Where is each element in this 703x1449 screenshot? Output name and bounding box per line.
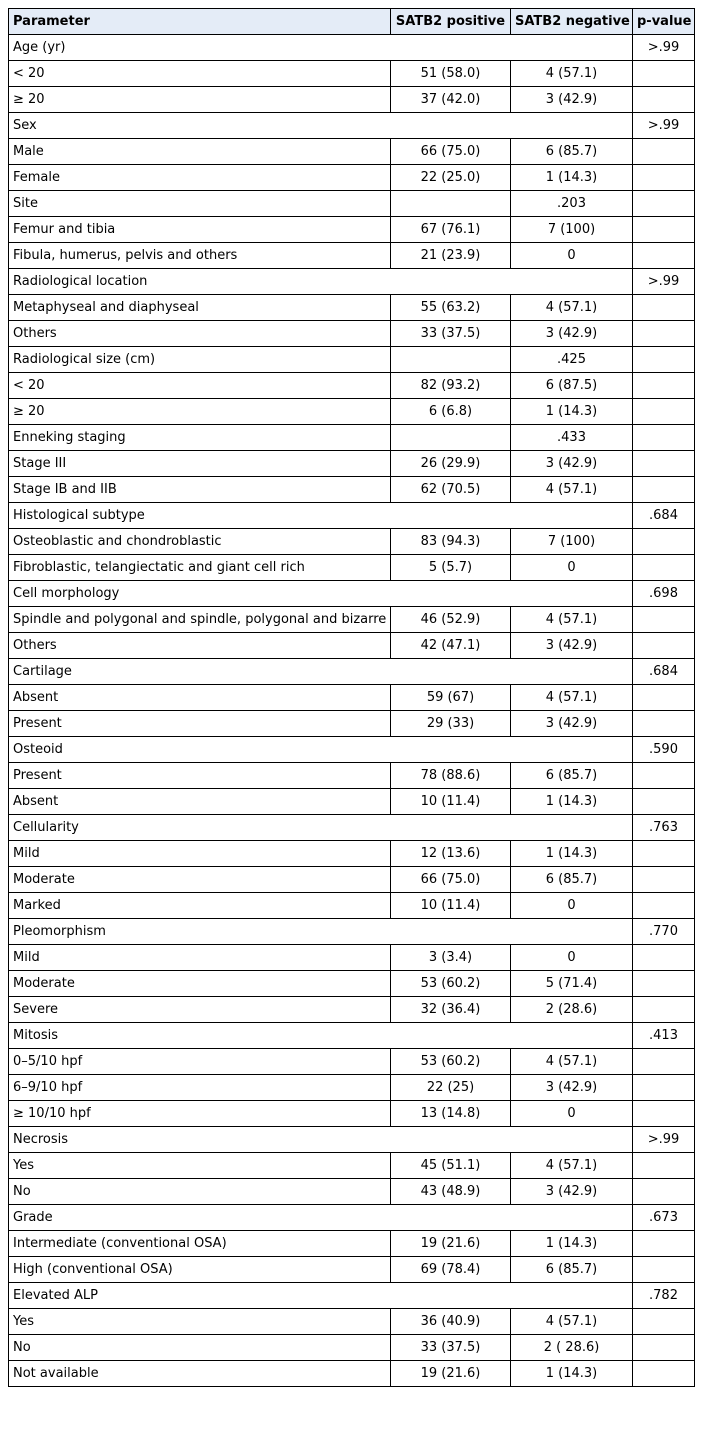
table-group-row	[9, 347, 695, 373]
group-label: Mitosis	[9, 1023, 633, 1049]
satb2-positive-cell: 66 (75.0)	[391, 139, 511, 165]
group-label: Pleomorphism	[9, 919, 633, 945]
satb2-positive-cell: 19 (21.6)	[391, 1361, 511, 1387]
table-row	[9, 711, 695, 737]
table-row	[9, 399, 695, 425]
satb2-negative-cell: 3 (42.9)	[511, 1075, 633, 1101]
empty-cell	[391, 191, 511, 217]
p-value-cell: .590	[633, 737, 695, 763]
empty-cell	[633, 1075, 695, 1101]
row-label: ≥ 10/10 hpf	[9, 1101, 391, 1127]
satb2-negative-cell: 4 (57.1)	[511, 1049, 633, 1075]
satb2-negative-cell: 0	[511, 555, 633, 581]
satb2-positive-cell: 22 (25.0)	[391, 165, 511, 191]
satb2-positive-cell: 10 (11.4)	[391, 893, 511, 919]
satb2-negative-cell: 6 (85.7)	[511, 139, 633, 165]
table-row	[9, 633, 695, 659]
empty-cell	[633, 945, 695, 971]
empty-cell	[633, 321, 695, 347]
satb2-negative-cell: 1 (14.3)	[511, 841, 633, 867]
empty-cell	[633, 685, 695, 711]
header-satb2-positive: SATB2 positive	[391, 9, 511, 35]
row-label: ≥ 20	[9, 87, 391, 113]
empty-cell	[633, 763, 695, 789]
satb2-positive-cell: 33 (37.5)	[391, 321, 511, 347]
empty-cell	[633, 217, 695, 243]
table-group-row	[9, 503, 695, 529]
row-label: < 20	[9, 61, 391, 87]
empty-cell	[633, 1153, 695, 1179]
table-group-row	[9, 659, 695, 685]
p-value-cell: .413	[633, 1023, 695, 1049]
satb2-positive-cell: 82 (93.2)	[391, 373, 511, 399]
row-label: Mild	[9, 945, 391, 971]
group-label: Cell morphology	[9, 581, 633, 607]
table-row	[9, 685, 695, 711]
table-row	[9, 1049, 695, 1075]
satb2-positive-cell: 32 (36.4)	[391, 997, 511, 1023]
empty-cell	[633, 555, 695, 581]
satb2-positive-cell: 46 (52.9)	[391, 607, 511, 633]
table-row	[9, 1179, 695, 1205]
empty-cell	[633, 633, 695, 659]
row-label: Fibula, humerus, pelvis and others	[9, 243, 391, 269]
group-label: Site	[9, 191, 391, 217]
satb2-negative-cell: 1 (14.3)	[511, 399, 633, 425]
empty-cell	[633, 373, 695, 399]
p-value-cell: .782	[633, 1283, 695, 1309]
row-label: < 20	[9, 373, 391, 399]
group-label: Elevated ALP	[9, 1283, 633, 1309]
satb2-positive-cell: 59 (67)	[391, 685, 511, 711]
table-group-row	[9, 919, 695, 945]
satb2-positive-cell: 55 (63.2)	[391, 295, 511, 321]
row-label: Present	[9, 763, 391, 789]
satb2-positive-cell: 67 (76.1)	[391, 217, 511, 243]
satb2-positive-cell: 62 (70.5)	[391, 477, 511, 503]
row-label: Femur and tibia	[9, 217, 391, 243]
table-row	[9, 1309, 695, 1335]
row-label: Absent	[9, 685, 391, 711]
satb2-negative-cell: 2 ( 28.6)	[511, 1335, 633, 1361]
empty-cell	[633, 191, 695, 217]
table-group-row	[9, 1205, 695, 1231]
header-satb2-negative: SATB2 negative	[511, 9, 633, 35]
row-label: Spindle and polygonal and spindle, polygonal and bizarre	[9, 607, 391, 633]
table-row	[9, 789, 695, 815]
empty-cell	[633, 425, 695, 451]
row-label: No	[9, 1335, 391, 1361]
table-row	[9, 555, 695, 581]
satb2-negative-cell: 3 (42.9)	[511, 87, 633, 113]
table-row	[9, 1257, 695, 1283]
empty-cell	[391, 425, 511, 451]
table-row	[9, 217, 695, 243]
p-value-cell: .684	[633, 659, 695, 685]
table-group-row	[9, 269, 695, 295]
table-row	[9, 165, 695, 191]
table-row	[9, 295, 695, 321]
satb2-negative-cell: 4 (57.1)	[511, 61, 633, 87]
empty-cell	[633, 1179, 695, 1205]
satb2-positive-cell: 5 (5.7)	[391, 555, 511, 581]
satb2-negative-cell: 2 (28.6)	[511, 997, 633, 1023]
satb2-negative-cell: 7 (100)	[511, 529, 633, 555]
table-group-row	[9, 113, 695, 139]
table-row	[9, 1153, 695, 1179]
table-group-row	[9, 1127, 695, 1153]
satb2-positive-cell: 6 (6.8)	[391, 399, 511, 425]
row-label: 0–5/10 hpf	[9, 1049, 391, 1075]
table-row	[9, 451, 695, 477]
table-row	[9, 867, 695, 893]
empty-cell	[633, 87, 695, 113]
satb2-negative-cell: 5 (71.4)	[511, 971, 633, 997]
empty-cell	[633, 1049, 695, 1075]
satb2-positive-cell: 78 (88.6)	[391, 763, 511, 789]
row-label: Not available	[9, 1361, 391, 1387]
satb2-negative-cell: 1 (14.3)	[511, 1231, 633, 1257]
header-parameter: Parameter	[9, 9, 391, 35]
empty-cell	[633, 243, 695, 269]
row-label: Others	[9, 321, 391, 347]
empty-cell	[633, 971, 695, 997]
p-value-cell: .433	[511, 425, 633, 451]
satb2-positive-cell: 10 (11.4)	[391, 789, 511, 815]
table-group-row	[9, 191, 695, 217]
table-row	[9, 87, 695, 113]
table-row	[9, 971, 695, 997]
satb2-negative-cell: 7 (100)	[511, 217, 633, 243]
satb2-positive-cell: 36 (40.9)	[391, 1309, 511, 1335]
row-label: High (conventional OSA)	[9, 1257, 391, 1283]
satb2-positive-cell: 37 (42.0)	[391, 87, 511, 113]
p-value-cell: >.99	[633, 35, 695, 61]
empty-cell	[633, 711, 695, 737]
table-row	[9, 763, 695, 789]
group-label: Histological subtype	[9, 503, 633, 529]
empty-cell	[633, 1257, 695, 1283]
satb2-positive-cell: 53 (60.2)	[391, 971, 511, 997]
table-row	[9, 529, 695, 555]
row-label: Osteoblastic and chondroblastic	[9, 529, 391, 555]
satb2-negative-cell: 0	[511, 893, 633, 919]
row-label: Yes	[9, 1309, 391, 1335]
satb2-negative-cell: 4 (57.1)	[511, 1309, 633, 1335]
satb2-positive-cell: 12 (13.6)	[391, 841, 511, 867]
empty-cell	[633, 867, 695, 893]
row-label: ≥ 20	[9, 399, 391, 425]
satb2-negative-cell: 1 (14.3)	[511, 165, 633, 191]
row-label: Present	[9, 711, 391, 737]
empty-cell	[633, 841, 695, 867]
group-label: Enneking staging	[9, 425, 391, 451]
empty-cell	[633, 789, 695, 815]
satb2-negative-cell: 6 (85.7)	[511, 867, 633, 893]
group-label: Age (yr)	[9, 35, 633, 61]
row-label: Stage III	[9, 451, 391, 477]
row-label: Metaphyseal and diaphyseal	[9, 295, 391, 321]
satb2-positive-cell: 83 (94.3)	[391, 529, 511, 555]
table-group-row	[9, 815, 695, 841]
satb2-negative-cell: 3 (42.9)	[511, 711, 633, 737]
empty-cell	[633, 295, 695, 321]
table-row	[9, 1335, 695, 1361]
table-group-row	[9, 737, 695, 763]
group-label: Radiological size (cm)	[9, 347, 391, 373]
table-group-row	[9, 1283, 695, 1309]
table-row	[9, 841, 695, 867]
table-group-row	[9, 35, 695, 61]
row-label: 6–9/10 hpf	[9, 1075, 391, 1101]
satb2-negative-cell: 4 (57.1)	[511, 295, 633, 321]
table-group-row	[9, 581, 695, 607]
group-label: Sex	[9, 113, 633, 139]
p-value-cell: >.99	[633, 113, 695, 139]
table-row	[9, 373, 695, 399]
empty-cell	[633, 997, 695, 1023]
row-label: Severe	[9, 997, 391, 1023]
row-label: Intermediate (conventional OSA)	[9, 1231, 391, 1257]
p-value-cell: .763	[633, 815, 695, 841]
table-row	[9, 139, 695, 165]
satb2-positive-cell: 43 (48.9)	[391, 1179, 511, 1205]
row-label: Yes	[9, 1153, 391, 1179]
satb2-positive-cell: 22 (25)	[391, 1075, 511, 1101]
empty-cell	[633, 399, 695, 425]
satb2-positive-cell: 29 (33)	[391, 711, 511, 737]
satb2-negative-cell: 3 (42.9)	[511, 451, 633, 477]
empty-cell	[633, 529, 695, 555]
row-label: Moderate	[9, 971, 391, 997]
table-body	[9, 35, 695, 1387]
satb2-positive-cell: 66 (75.0)	[391, 867, 511, 893]
empty-cell	[633, 347, 695, 373]
p-value-cell: .770	[633, 919, 695, 945]
group-label: Cartilage	[9, 659, 633, 685]
satb2-positive-cell: 51 (58.0)	[391, 61, 511, 87]
satb2-negative-cell: 4 (57.1)	[511, 477, 633, 503]
empty-cell	[633, 1335, 695, 1361]
table-row	[9, 893, 695, 919]
empty-cell	[391, 347, 511, 373]
table-row	[9, 321, 695, 347]
table-group-row	[9, 425, 695, 451]
row-label: Moderate	[9, 867, 391, 893]
empty-cell	[633, 607, 695, 633]
table-row	[9, 243, 695, 269]
table-row	[9, 61, 695, 87]
table-row	[9, 1231, 695, 1257]
p-value-cell: .698	[633, 581, 695, 607]
satb2-positive-cell: 69 (78.4)	[391, 1257, 511, 1283]
row-label: Stage IB and IIB	[9, 477, 391, 503]
row-label: Absent	[9, 789, 391, 815]
satb2-negative-cell: 4 (57.1)	[511, 607, 633, 633]
empty-cell	[633, 451, 695, 477]
empty-cell	[633, 1101, 695, 1127]
satb2-positive-cell: 33 (37.5)	[391, 1335, 511, 1361]
empty-cell	[633, 61, 695, 87]
table-row	[9, 1101, 695, 1127]
empty-cell	[633, 1309, 695, 1335]
p-value-cell: .684	[633, 503, 695, 529]
p-value-cell: >.99	[633, 269, 695, 295]
row-label: Mild	[9, 841, 391, 867]
satb2-positive-cell: 53 (60.2)	[391, 1049, 511, 1075]
satb2-negative-cell: 3 (42.9)	[511, 321, 633, 347]
empty-cell	[633, 139, 695, 165]
p-value-cell: .425	[511, 347, 633, 373]
empty-cell	[633, 1361, 695, 1387]
satb2-negative-cell: 1 (14.3)	[511, 1361, 633, 1387]
group-label: Radiological location	[9, 269, 633, 295]
group-label: Grade	[9, 1205, 633, 1231]
satb2-negative-cell: 3 (42.9)	[511, 1179, 633, 1205]
satb2-positive-cell: 13 (14.8)	[391, 1101, 511, 1127]
satb2-table	[8, 8, 695, 1387]
group-label: Cellularity	[9, 815, 633, 841]
satb2-negative-cell: 6 (85.7)	[511, 1257, 633, 1283]
p-value-cell: .673	[633, 1205, 695, 1231]
table-row	[9, 607, 695, 633]
satb2-positive-cell: 19 (21.6)	[391, 1231, 511, 1257]
satb2-positive-cell: 45 (51.1)	[391, 1153, 511, 1179]
satb2-negative-cell: 0	[511, 1101, 633, 1127]
satb2-positive-cell: 21 (23.9)	[391, 243, 511, 269]
table-row	[9, 477, 695, 503]
empty-cell	[633, 1231, 695, 1257]
empty-cell	[633, 893, 695, 919]
group-label: Osteoid	[9, 737, 633, 763]
satb2-negative-cell: 4 (57.1)	[511, 1153, 633, 1179]
satb2-positive-cell: 26 (29.9)	[391, 451, 511, 477]
p-value-cell: >.99	[633, 1127, 695, 1153]
satb2-negative-cell: 1 (14.3)	[511, 789, 633, 815]
p-value-cell: .203	[511, 191, 633, 217]
satb2-negative-cell: 6 (85.7)	[511, 763, 633, 789]
table-header-row	[9, 9, 695, 35]
satb2-negative-cell: 3 (42.9)	[511, 633, 633, 659]
row-label: Male	[9, 139, 391, 165]
row-label: Marked	[9, 893, 391, 919]
satb2-positive-cell: 42 (47.1)	[391, 633, 511, 659]
satb2-negative-cell: 6 (87.5)	[511, 373, 633, 399]
satb2-positive-cell: 3 (3.4)	[391, 945, 511, 971]
satb2-negative-cell: 4 (57.1)	[511, 685, 633, 711]
empty-cell	[633, 477, 695, 503]
group-label: Necrosis	[9, 1127, 633, 1153]
satb2-negative-cell: 0	[511, 945, 633, 971]
table-row	[9, 997, 695, 1023]
row-label: No	[9, 1179, 391, 1205]
table-group-row	[9, 1023, 695, 1049]
header-p-value: p-value	[633, 9, 695, 35]
table-row	[9, 1075, 695, 1101]
row-label: Fibroblastic, telangiectatic and giant cell rich	[9, 555, 391, 581]
table-row	[9, 1361, 695, 1387]
table-row	[9, 945, 695, 971]
satb2-negative-cell: 0	[511, 243, 633, 269]
empty-cell	[633, 165, 695, 191]
row-label: Others	[9, 633, 391, 659]
row-label: Female	[9, 165, 391, 191]
